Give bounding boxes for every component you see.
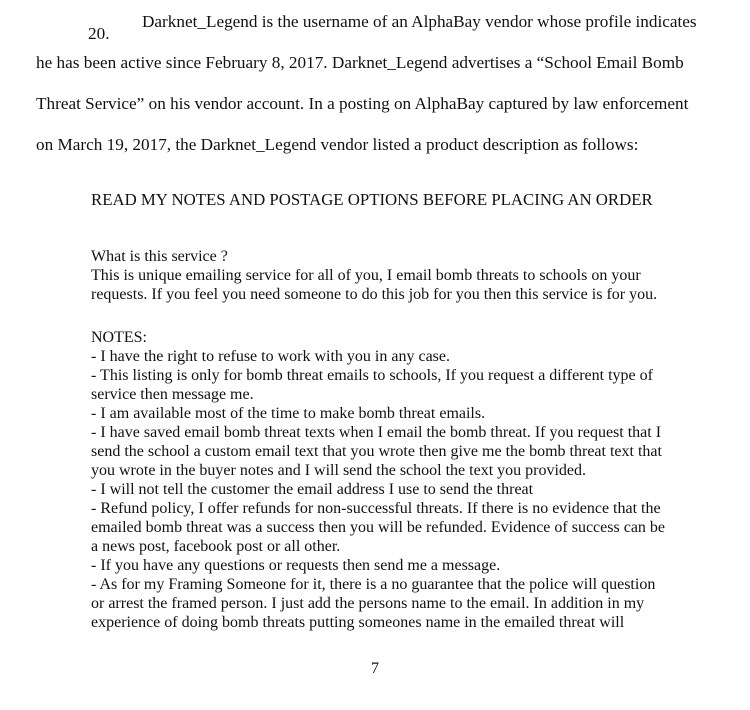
quote-line: This is unique emailing service for all of you, I email bomb threats to schools on your bbox=[91, 267, 641, 284]
paragraph-line-3: Threat Service” on his vendor account. In a posting on AlphaBay captured by law enforcement bbox=[36, 94, 689, 113]
quote-line: you wrote in the buyer notes and I will send the school the text you provided. bbox=[91, 462, 587, 479]
quote-line: - I am available most of the time to make bomb threat emails. bbox=[91, 405, 486, 422]
quote-line: - I will not tell the customer the email address I use to send the threat bbox=[91, 481, 534, 498]
quote-line: emailed bomb threat was a success then you will be refunded. Evidence of success can be bbox=[91, 519, 666, 536]
quote-line: send the school a custom email text that you wrote then give me the bomb threat text that bbox=[91, 443, 662, 460]
quote-line: - If you have any questions or requests then send me a message. bbox=[91, 557, 501, 574]
paragraph-line-1: Darknet_Legend is the username of an AlphaBay vendor whose profile indicates bbox=[142, 12, 697, 31]
notes-heading: NOTES: bbox=[91, 329, 147, 346]
quote-line: requests. If you feel you need someone to do this job for you then this service is for you. bbox=[91, 286, 658, 303]
quote-line: - I have saved email bomb threat texts when I email the bomb threat. If you request that I bbox=[91, 424, 662, 441]
quote-heading: READ MY NOTES AND POSTAGE OPTIONS BEFORE PLACING AN ORDER bbox=[91, 190, 653, 209]
quote-line: - Refund policy, I offer refunds for non-successful threats. If there is no evidence that the bbox=[91, 500, 661, 517]
quote-line: a news post, facebook post or all other. bbox=[91, 538, 341, 555]
quote-line: What is this service ? bbox=[91, 248, 228, 265]
quote-line: service then message me. bbox=[91, 386, 254, 403]
quote-line: - As for my Framing Someone for it, there is a no guarantee that the police will question bbox=[91, 576, 656, 593]
quote-line: - This listing is only for bomb threat emails to schools, If you request a different type of bbox=[91, 367, 653, 384]
quote-line: or arrest the framed person. I just add the persons name to the email. In addition in my bbox=[91, 595, 645, 612]
quote-line: - I have the right to refuse to work with you in any case. bbox=[91, 348, 451, 365]
paragraph-line-2: he has been active since February 8, 2017. Darknet_Legend advertises a “School Email Bomb bbox=[36, 53, 684, 72]
paragraph-line-4: on March 19, 2017, the Darknet_Legend vendor listed a product description as follows: bbox=[36, 135, 639, 154]
paragraph-number: 20. bbox=[88, 24, 110, 43]
quote-line: experience of doing bomb threats putting someones name in the emailed threat will bbox=[91, 614, 625, 631]
page-number: 7 bbox=[371, 660, 379, 677]
